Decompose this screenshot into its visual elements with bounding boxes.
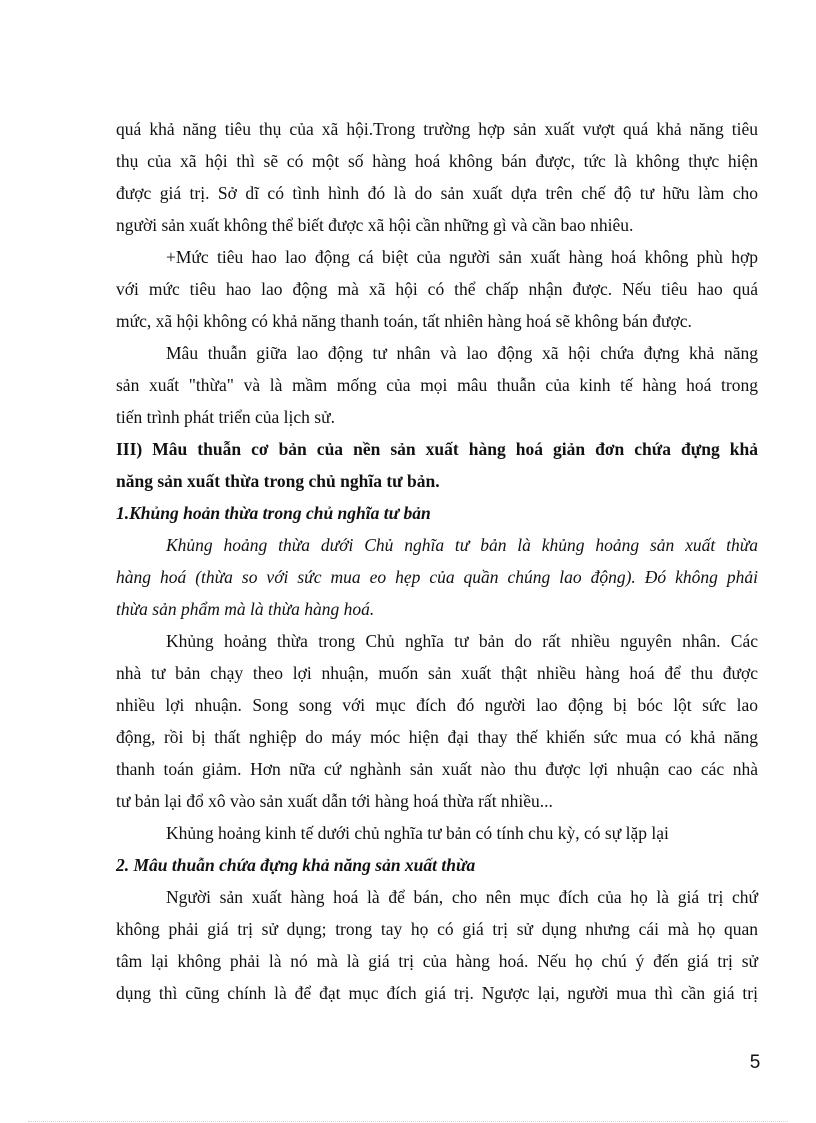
paragraph-line: nhà tư bản chạy theo lợi nhuận, muốn sản xuất thật nhiều hàng hoá để thu được	[116, 663, 758, 683]
paragraph-line: sản xuất "thừa" và là mầm mống của mọi mâu thuẫn của kinh tế hàng hoá trong	[116, 375, 758, 395]
paragraph-line: tư bản lại đổ xô vào sản xuất dẫn tới hàng hoá thừa rất nhiều...	[116, 791, 553, 811]
subsection-heading: 1.Khủng hoản thừa trong chủ nghĩa tư bản	[116, 503, 431, 523]
page-number: 5	[749, 1052, 761, 1073]
paragraph-line: không phải giá trị sử dụng; trong tay họ có giá trị sử dụng nhưng cái mà họ quan	[116, 919, 758, 939]
italic-paragraph-line: Khủng hoảng thừa dưới Chủ nghĩa tư bản là khủng hoảng sản xuất thừa	[166, 535, 758, 555]
italic-paragraph-line: hàng hoá (thừa so với sức mua eo hẹp của quần chúng lao động). Đó không phải	[116, 567, 758, 587]
subsection-heading: 2. Mâu thuẫn chứa đựng khả năng sản xuất thừa	[116, 855, 476, 875]
paragraph-line: được giá trị. Sở dĩ có tình hình đó là do sản xuất dựa trên chế độ tư hữu làm cho	[116, 183, 758, 203]
paragraph-line: thanh toán giảm. Hơn nữa cứ nghành sản xuất nào thu được lợi nhuận cao các nhà	[116, 759, 758, 779]
footer-divider	[28, 1121, 788, 1122]
paragraph-line: quá khả năng tiêu thụ của xã hội.Trong trường hợp sản xuất vượt quá khả năng tiêu	[116, 119, 758, 139]
paragraph-line: dụng thì cũng chính là để đạt mục đích giá trị. Ngược lại, người mua thì cần giá trị	[116, 983, 758, 1003]
page-content	[116, 113, 758, 1009]
paragraph-line: Khủng hoảng kinh tế dưới chủ nghĩa tư bản có tính chu kỳ, có sự lặp lại	[166, 823, 669, 843]
paragraph-line: mức, xã hội không có khả năng thanh toán, tất nhiên hàng hoá sẽ không bán được.	[116, 311, 692, 331]
italic-paragraph-line: thừa sản phẩm mà là thừa hàng hoá.	[116, 599, 375, 619]
paragraph-line: tâm lại không phải là nó mà là giá trị của hàng hoá. Nếu họ chú ý đến giá trị sử	[116, 951, 758, 971]
paragraph-line: Khủng hoảng thừa trong Chủ nghĩa tư bản do rất nhiều nguyên nhân. Các	[166, 631, 758, 651]
paragraph-line: nhiều lợi nhuận. Song song với mục đích đó người lao động bị bóc lột sức lao	[116, 695, 758, 715]
paragraph-line: +Mức tiêu hao lao động cá biệt của người sản xuất hàng hoá không phù hợp	[166, 247, 758, 267]
paragraph-line: động, rồi bị thất nghiệp do máy móc hiện đại thay thế khiến sức mua có khả năng	[116, 727, 758, 747]
paragraph-line: người sản xuất không thể biết được xã hội cần những gì và cần bao nhiêu.	[116, 215, 634, 235]
section-heading-line: năng sản xuất thừa trong chủ nghĩa tư bản.	[116, 471, 440, 491]
paragraph-line: tiến trình phát triển của lịch sử.	[116, 407, 335, 427]
paragraph-line: Mâu thuẫn giữa lao động tư nhân và lao động xã hội chứa đựng khả năng	[166, 343, 758, 363]
section-heading-line: III) Mâu thuẫn cơ bản của nền sản xuất hàng hoá giản đơn chứa đựng khả	[116, 439, 758, 459]
paragraph-line: Người sản xuất hàng hoá là để bán, cho nên mục đích của họ là giá trị chứ	[166, 887, 758, 907]
paragraph-line: với mức tiêu hao lao động mà xã hội có thể chấp nhận được. Nếu tiêu hao quá	[116, 279, 758, 299]
paragraph-line: thụ của xã hội thì sẽ có một số hàng hoá không bán được, tức là không thực hiện	[116, 151, 758, 171]
